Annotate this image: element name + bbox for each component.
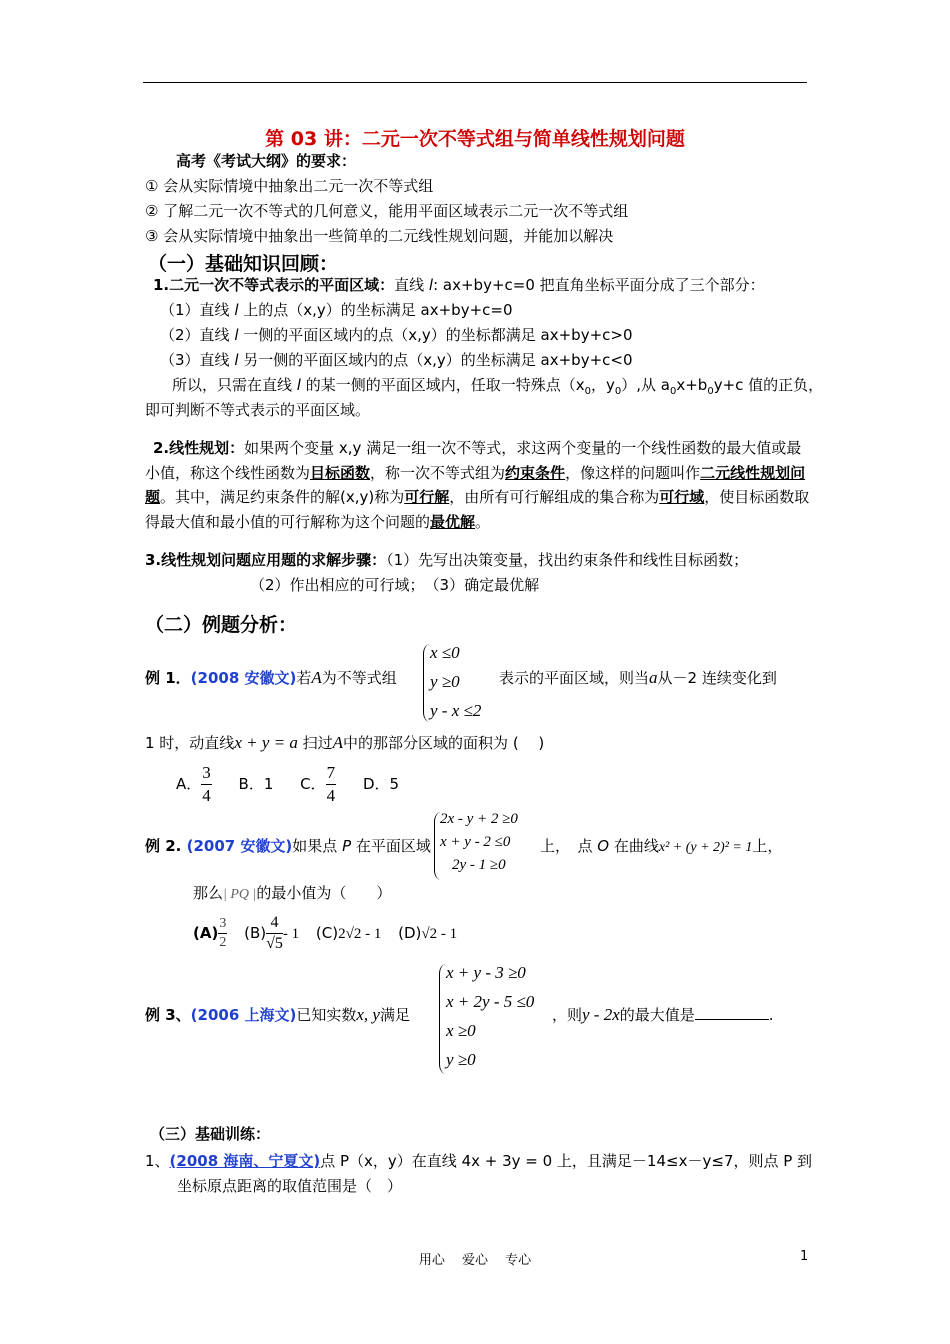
so-b: 的某一侧的平面区域内，任取一特殊点（x xyxy=(300,376,585,394)
ex2-option-b-tail: - 1 xyxy=(282,926,300,942)
section1-sub1 xyxy=(160,299,513,321)
ex1-var-A: A xyxy=(311,668,322,687)
q1-source: (2008 海南、宁夏文) xyxy=(169,1152,321,1170)
sub3-a: （3）直线 xyxy=(160,351,235,369)
ex3-ineq-3: x ≥0 xyxy=(446,1021,476,1040)
sub-1: 0 xyxy=(614,386,622,397)
ex3-ineq-2: x + 2y - 5 ≤0 xyxy=(446,992,535,1011)
page-number: 1 xyxy=(800,1249,809,1264)
numerator: 4 xyxy=(266,913,283,934)
ex3-expression: y - 2x xyxy=(582,1005,620,1024)
footer-motto: 用心 爱心 专心 xyxy=(418,1253,532,1268)
ex1-t5: 1 时，动直线 xyxy=(145,734,235,752)
ex3-source: (2006 上海文) xyxy=(190,1006,297,1024)
ex1-label: 例 1． xyxy=(145,669,191,687)
ex2-distance-pq: | PQ | xyxy=(223,887,257,902)
numerator: 7 xyxy=(326,762,337,785)
p2-f: ，使目标函数取得最大值和最小值的可行解称为这个问题的 xyxy=(145,488,810,531)
ex1-option-a: A． xyxy=(176,775,202,793)
ex2-line2 xyxy=(193,882,391,906)
ex2-option-d-value: √2 - 1 xyxy=(421,926,458,942)
ex1-options xyxy=(176,760,399,808)
ex3-label: 例 3、 xyxy=(145,1006,191,1024)
ex2-option-c-value: 2√2 - 1 xyxy=(338,926,382,942)
section1-sub2 xyxy=(160,324,633,346)
so-a: 所以，只需在直线 xyxy=(172,376,297,394)
section3-q1 xyxy=(145,1150,812,1172)
ex1-t3: 表示的平面区域，则当 xyxy=(499,669,650,687)
numerator: 3 xyxy=(218,915,227,934)
section1-so-end: 即可判断不等式表示的平面区域。 xyxy=(145,401,371,419)
section1-p3 xyxy=(145,549,748,571)
ex2-ineq-3: 2y - 1 ≥0 xyxy=(452,857,506,873)
ex2-t6: 那么 xyxy=(193,884,224,902)
ex2-label: 例 2. xyxy=(145,837,187,855)
term-optimal-solution: 最优解 xyxy=(430,512,476,531)
ex3-ineq-1: x + y - 3 ≥0 xyxy=(446,963,526,982)
sub-0: 0 xyxy=(584,386,591,397)
ex2-option-a-frac xyxy=(218,915,227,952)
denominator: 2 xyxy=(219,935,227,950)
ex2-line1 xyxy=(145,835,431,857)
ex1-system-brace xyxy=(423,644,430,722)
ex2-option-b-frac xyxy=(266,913,283,954)
term-constraint: 约束条件 xyxy=(505,463,566,482)
outline-item-1: ① 会从实际情境中抽象出二元一次不等式组 xyxy=(145,177,434,195)
sub3-b: 另一侧的平面区域内的点（x,y）的坐标满足 ax+by+c<0 xyxy=(238,351,633,369)
answer-blank[interactable] xyxy=(695,1005,769,1020)
ex1-option-d: D．5 xyxy=(362,775,400,793)
term-lp-problem: 二元线性规划问题 xyxy=(145,463,806,506)
ex1-t2: 为不等式组 xyxy=(321,669,397,687)
p2-b: ，称一次不等式组为 xyxy=(370,463,506,482)
term-feasible-solution: 可行解 xyxy=(404,488,450,506)
ex1-option-b: B．1 xyxy=(238,775,274,793)
ex1-option-a-frac xyxy=(201,762,212,807)
outline-heading: 高考《考试大纲》的要求： xyxy=(176,152,357,170)
ex3-t2: 满足 xyxy=(379,1006,410,1024)
p1-label: 1.二元一次不等式表示的平面区域： xyxy=(153,276,395,294)
p2-d: 。其中，满足约束条件的解(x,y)称为 xyxy=(160,488,405,506)
term-feasible-region: 可行域 xyxy=(659,488,705,506)
ex2-t5: 上， xyxy=(752,837,783,855)
ex1-option-c: C． xyxy=(300,775,326,793)
ex2-ineq-2: x + y - 2 ≤0 xyxy=(440,834,511,850)
ex3-t3: ，则 xyxy=(552,1006,583,1024)
section2-heading: （二）例题分析： xyxy=(145,614,298,636)
ex1-line1-tail xyxy=(499,667,777,689)
ex2-t1: 如果点 xyxy=(292,837,343,855)
ex3-system-brace xyxy=(439,964,446,1074)
line-l: l xyxy=(296,376,301,394)
numerator: 3 xyxy=(201,762,212,785)
so-c: ，y xyxy=(590,376,615,394)
p2-g: 。 xyxy=(475,512,491,531)
denominator: √5 xyxy=(266,935,283,952)
section1-p3-b: （2）作出相应的可行域； （3）确定最优解 xyxy=(250,576,540,594)
sub-2: 0 xyxy=(669,386,677,397)
outline-item-2: ② 了解二元一次不等式的几何意义，能用平面区域表示二元一次不等式组 xyxy=(145,202,629,220)
ex2-ineq-1: 2x - y + 2 ≥0 xyxy=(440,811,518,827)
ex2-point-P: P xyxy=(342,837,352,855)
ex1-t4: 从－2 连续变化到 xyxy=(657,669,777,687)
denominator: 4 xyxy=(202,786,211,805)
ex1-t7: 中的那部分区域的面积为 ( ) xyxy=(343,734,545,752)
ex1-var-A: A xyxy=(332,733,344,752)
ex1-option-c-frac xyxy=(326,762,337,807)
section1-p2 xyxy=(145,436,810,534)
ex2-option-d: (D) xyxy=(398,924,422,942)
ex3-line xyxy=(145,1004,410,1026)
ex3-t1: 已知实数 xyxy=(296,1006,357,1024)
denominator: 4 xyxy=(326,786,336,805)
ex3-ineq-4: y ≥0 xyxy=(446,1050,476,1069)
ex3-t5: . xyxy=(768,1006,774,1024)
ex2-t4: 在曲线 xyxy=(609,837,659,855)
q1-number: 1、 xyxy=(145,1152,170,1170)
line-l: l xyxy=(234,351,239,369)
so-e: x+b xyxy=(676,376,708,394)
outline-item-3: ③ 会从实际情境中抽象出一些简单的二元线性规划问题，并能加以解决 xyxy=(145,227,614,245)
ex2-options xyxy=(193,910,457,957)
p1-text-b: : ax+by+c=0 把直角坐标平面分成了三个部分： xyxy=(433,276,765,294)
p2-a: 如果两个变量 x,y 满足一组一次不等式，求这两个变量的一个线性函数的最大值或最小值，称这个线性函数为 xyxy=(145,439,802,482)
so-d: ）,从 a xyxy=(621,376,670,394)
ex2-option-c: (C) xyxy=(315,924,339,942)
ex1-equation: x + y = a xyxy=(234,733,298,752)
ex1-source: (2008 安徽文) xyxy=(190,669,297,687)
p2-label: 2.线性规划： xyxy=(153,439,245,457)
p3-a: （1）先写出决策变量，找出约束条件和线性目标函数； xyxy=(386,551,749,569)
sub2-a: （2）直线 xyxy=(160,326,235,344)
ex2-source: (2007 安徽文) xyxy=(186,837,293,855)
ex1-t6: 扫过 xyxy=(302,734,333,752)
ex3-t4: 的最大值是 xyxy=(619,1006,695,1024)
ex1-line1 xyxy=(145,667,397,689)
section1-heading: （一）基础知识回顾： xyxy=(148,253,339,275)
sub2-b: 一侧的平面区域内的点（x,y）的坐标都满足 ax+by+c>0 xyxy=(238,326,633,344)
ex2-option-b: (B) xyxy=(244,924,267,942)
ex3-vars: x, y xyxy=(356,1005,380,1024)
section3-q1-b: 坐标原点距离的取值范围是（ ） xyxy=(177,1177,403,1195)
term-objective: 目标函数 xyxy=(310,463,371,482)
sub-3: 0 xyxy=(707,386,714,397)
p2-c: ，像这样的问题叫作 xyxy=(565,463,701,482)
ex1-var-a: a xyxy=(649,668,658,687)
ex2-t2: 在平面区域 xyxy=(351,837,431,855)
ex2-curve: x² + (y + 2)² = 1 xyxy=(658,840,753,855)
p2-e: ，由所有可行解组成的集合称为 xyxy=(449,488,660,506)
section1-sub3 xyxy=(160,349,633,371)
header-rule xyxy=(143,82,807,83)
p3-label: 3.线性规划问题应用题的求解步骤： xyxy=(145,551,387,569)
ex1-t1: 若 xyxy=(296,669,312,687)
ex2-point-O: O xyxy=(597,837,610,855)
ex2-option-a: (A) xyxy=(193,924,219,942)
sub1-a: （1）直线 xyxy=(160,301,235,319)
p1-text: 直线 xyxy=(394,276,429,294)
ex1-ineq-2: y ≥0 xyxy=(430,672,460,691)
sub1-b: 上的点（x,y）的坐标满足 ax+by+c=0 xyxy=(238,301,513,319)
ex1-ineq-3: y - x ≤2 xyxy=(430,701,482,720)
ex1-line2 xyxy=(145,732,544,754)
ex2-t3: 上， 点 xyxy=(540,837,598,855)
ex1-ineq-1: x ≤0 xyxy=(430,643,460,662)
so-f: y+c 值的正负， xyxy=(713,376,824,394)
q1-text: 点 P（x，y）在直线 4x + 3y = 0 上，且满足－14≤x－y≤7，则点 P 到 xyxy=(320,1152,813,1170)
ex2-t7: 的最小值为（ ） xyxy=(256,884,392,902)
section1-p1 xyxy=(153,274,765,296)
ex3-line-tail xyxy=(552,1004,774,1026)
section3-heading: （三）基础训练： xyxy=(150,1125,271,1143)
line-l: l xyxy=(234,326,239,344)
line-l: l xyxy=(234,301,239,319)
line-l: l xyxy=(428,276,434,294)
ex2-line1-tail xyxy=(540,835,782,859)
page-title: 第 03 讲：二元一次不等式组与简单线性规划问题 xyxy=(265,128,685,150)
